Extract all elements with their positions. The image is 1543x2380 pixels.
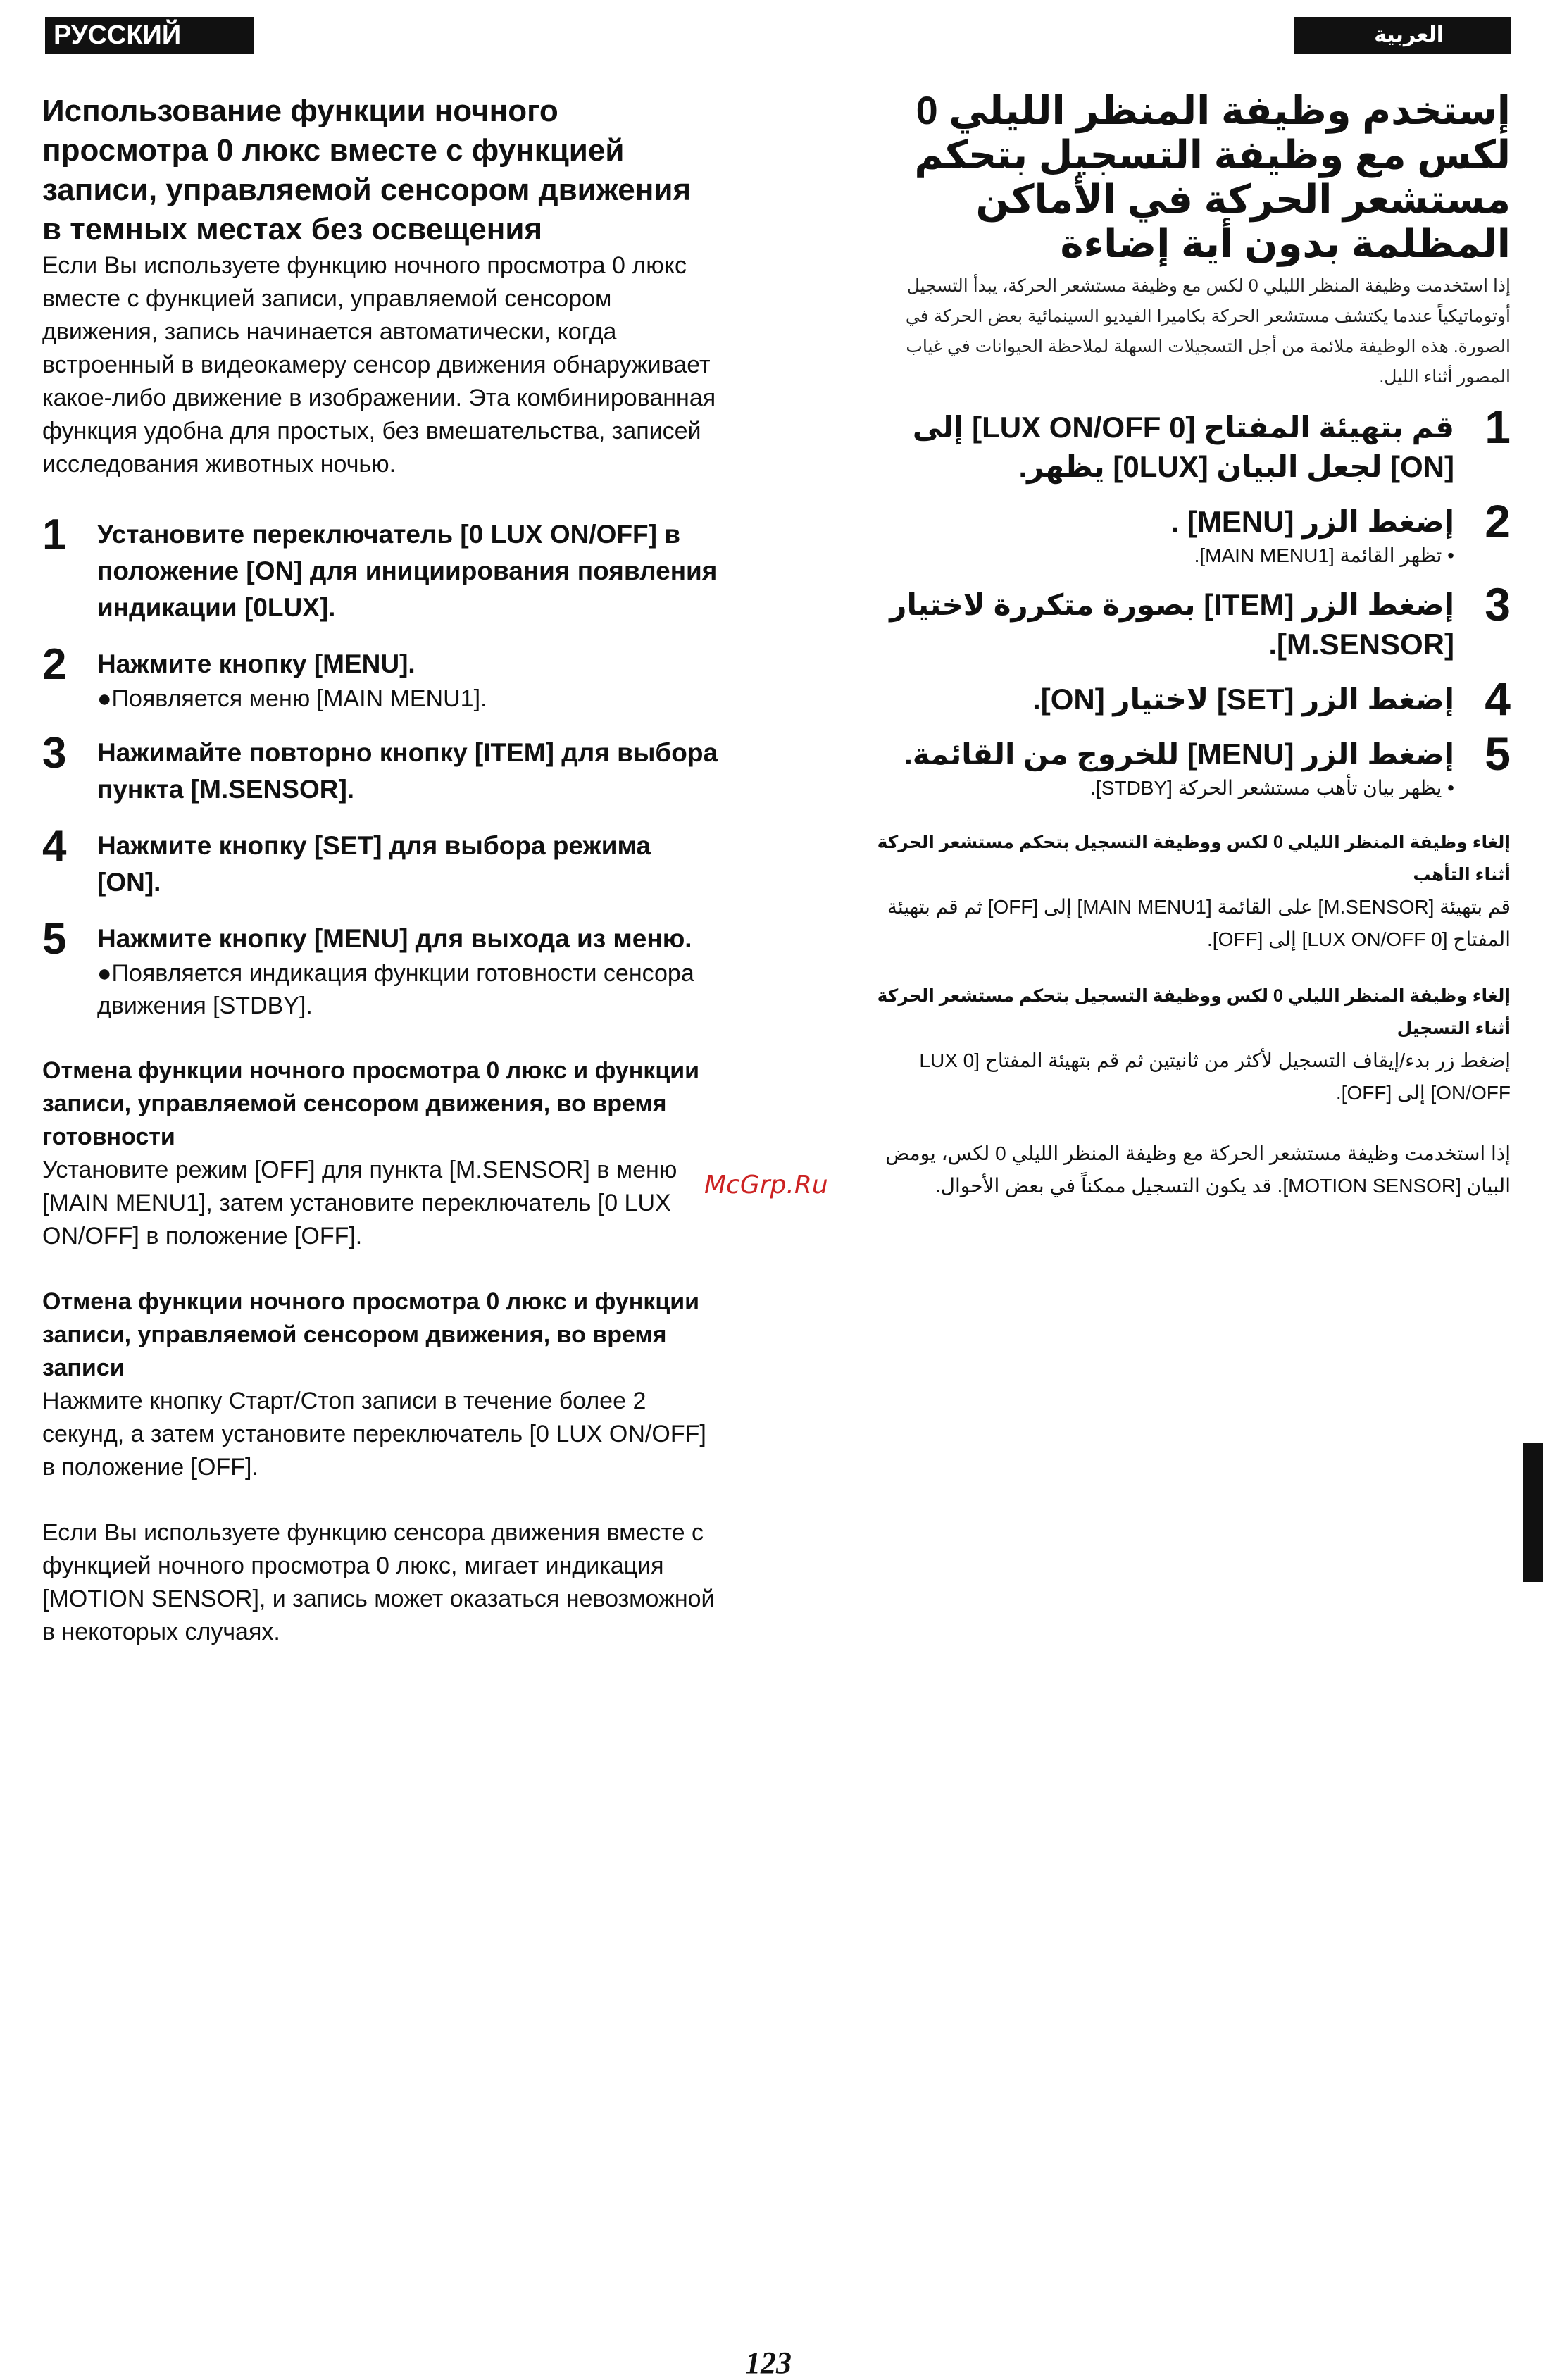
ru-cancel-recording-body: Нажмите кнопку Старт/Стоп записи в течение более 2 секунд, а затем установите переключатель [0 LUX ON/OFF] в положение [OFF]. xyxy=(42,1388,706,1481)
ar-step-3 xyxy=(863,578,1511,664)
arabic-column xyxy=(863,88,1511,1202)
ar-step-2 xyxy=(863,495,1511,570)
ar-final-note: إذا استخدمت وظيفة مستشعر الحركة مع وظيفة المنظر الليلي 0 لكس، يومض البيان [MOTION SENSOR]. قد يكون التسجيل ممكناً في بعض الأحوال. xyxy=(885,1142,1511,1197)
ru-step-number: 3 xyxy=(42,729,67,778)
russian-column xyxy=(42,92,718,1649)
ar-step-number: 2 xyxy=(1485,495,1511,547)
ru-intro-paragraph: Если Вы используете функцию ночного просмотра 0 люкс вместе с функцией записи, управляемой сенсором движения, запись начинается автоматически, когда встроенный в видеокамеру сенсор движения обнаруживает какое-либо движение в изображении. Эта комбинированная функция удобна для простых, без вмешательства, записей исследования животных ночью. xyxy=(42,252,716,478)
ar-step-text: إضغط الزر [MENU] . xyxy=(1170,505,1454,538)
ru-step-2 xyxy=(42,640,718,715)
ru-step-text: Установите переключатель [0 LUX ON/OFF] в положение [ON] для инициирования появления индикации [0LUX]. xyxy=(97,520,718,622)
ru-step-number: 2 xyxy=(42,640,67,689)
ru-step-text: Нажмите кнопку [SET] для выбора режима [ON]. xyxy=(97,831,651,897)
page-edge-tab xyxy=(1523,1443,1543,1582)
ar-cancel-recording-body: إضغط زر بدء/إيقاف التسجيل لأكثر من ثانيتين ثم قم بتهيئة المفتاح [0 LUX ON/OFF] إلى [OFF]. xyxy=(919,1049,1511,1104)
ar-step-5 xyxy=(863,728,1511,802)
ru-step-text: Нажмите кнопку [MENU]. xyxy=(97,649,416,678)
ru-cancel-recording-heading: Отмена функции ночного просмотра 0 люкс и функции записи, управляемой сенсором движения, во время записи xyxy=(42,1288,700,1381)
ru-step-number: 4 xyxy=(42,822,67,871)
ru-step-number: 1 xyxy=(42,511,67,559)
page-number: 123 xyxy=(745,2345,792,2380)
ru-step-4 xyxy=(42,822,718,901)
ru-step-note: ●Появляется индикация функции готовности сенсора движения [STDBY]. xyxy=(97,960,694,1019)
ru-section-title: Использование функции ночного просмотра 0 люкс вместе с функцией записи, управляемой сенсором движения в темных местах без освещения xyxy=(42,94,692,247)
ru-final-note: Если Вы используете функцию сенсора движения вместе с функцией ночного просмотра 0 люкс, мигает индикация [MOTION SENSOR], и запись может оказаться невозможной в некоторых случаях. xyxy=(42,1519,715,1645)
ru-step-note: ●Появляется меню [MAIN MENU1]. xyxy=(97,685,487,712)
language-tab-russian: РУССКИЙ ЯЗЫК xyxy=(45,17,254,54)
ar-step-text: إضغط الزر [SET] لاختيار [ON]. xyxy=(1032,683,1454,716)
ru-step-number: 5 xyxy=(42,915,67,964)
ar-step-note: • يظهر بيان تأهب مستشعر الحركة [STDBY]. xyxy=(1090,777,1454,799)
ar-cancel-standby-heading: إلغاء وظيفة المنظر الليلي 0 لكس ووظيفة التسجيل بتحكم مستشعر الحركة أثناء التأهب xyxy=(877,833,1511,885)
ar-section-title: إستخدم وظيفة المنظر الليلي 0 لكس مع وظيفة التسجيل بتحكم مستشعر الحركة في الأماكن المظلمة بدون أية إضاءة xyxy=(914,88,1511,266)
ar-step-4 xyxy=(863,673,1511,725)
ru-cancel-standby-body: Установите режим [OFF] для пункта [M.SENSOR] в меню [MAIN MENU1], затем установите переключатель [0 LUX ON/OFF] в положение [OFF]. xyxy=(42,1157,677,1250)
ar-step-note: • تظهر القائمة [MAIN MENU1]. xyxy=(1194,544,1454,566)
ar-step-number: 3 xyxy=(1485,578,1511,630)
ar-step-text: إضغط الزر [MENU] للخروج من القائمة. xyxy=(904,737,1454,771)
ar-intro-paragraph: إذا استخدمت وظيفة المنظر الليلي 0 لكس مع وظيفة مستشعر الحركة، يبدأ التسجيل أوتوماتيكياً عندما يكتشف مستشعر الحركة بكاميرا الفيديو السينمائية بعض الحركة في الصورة. هذه الوظيفة ملائمة من أجل التسجيلات السهلة لملاحظة الحيوانات في غياب المصور أثناء الليل. xyxy=(905,276,1511,387)
ar-cancel-recording-heading: إلغاء وظيفة المنظر الليلي 0 لكس ووظيفة التسجيل بتحكم مستشعر الحركة أثناء التسجيل xyxy=(877,986,1511,1038)
language-tab-arabic: العربية xyxy=(1294,17,1511,54)
ar-step-text: قم بتهيئة المفتاح [0 LUX ON/OFF] إلى [ON] لجعل البيان [0LUX] يظهر. xyxy=(912,411,1454,483)
watermark: McGrp.Ru xyxy=(704,1171,828,1200)
ar-step-number: 5 xyxy=(1485,728,1511,780)
ru-step-3 xyxy=(42,729,718,808)
ar-cancel-standby-body: قم بتهيئة [M.SENSOR] على القائمة [MAIN MENU1] إلى [OFF] ثم قم بتهيئة المفتاح [0 LUX ON/OFF] إلى [OFF]. xyxy=(887,896,1511,950)
ru-step-text: Нажмите кнопку [MENU] для выхода из меню. xyxy=(97,924,692,953)
ar-step-text: إضغط الزر [ITEM] بصورة متكررة لاختيار [M.SENSOR]. xyxy=(889,588,1454,661)
ar-step-number: 4 xyxy=(1485,673,1511,725)
ru-cancel-standby-heading: Отмена функции ночного просмотра 0 люкс и функции записи, управляемой сенсором движения, во время готовности xyxy=(42,1057,700,1150)
ru-step-text: Нажимайте повторно кнопку [ITEM] для выбора пункта [M.SENSOR]. xyxy=(97,738,718,804)
ru-step-1 xyxy=(42,511,718,626)
ar-step-number: 1 xyxy=(1485,401,1511,453)
ar-step-1 xyxy=(863,401,1511,487)
ru-step-5 xyxy=(42,915,718,1022)
